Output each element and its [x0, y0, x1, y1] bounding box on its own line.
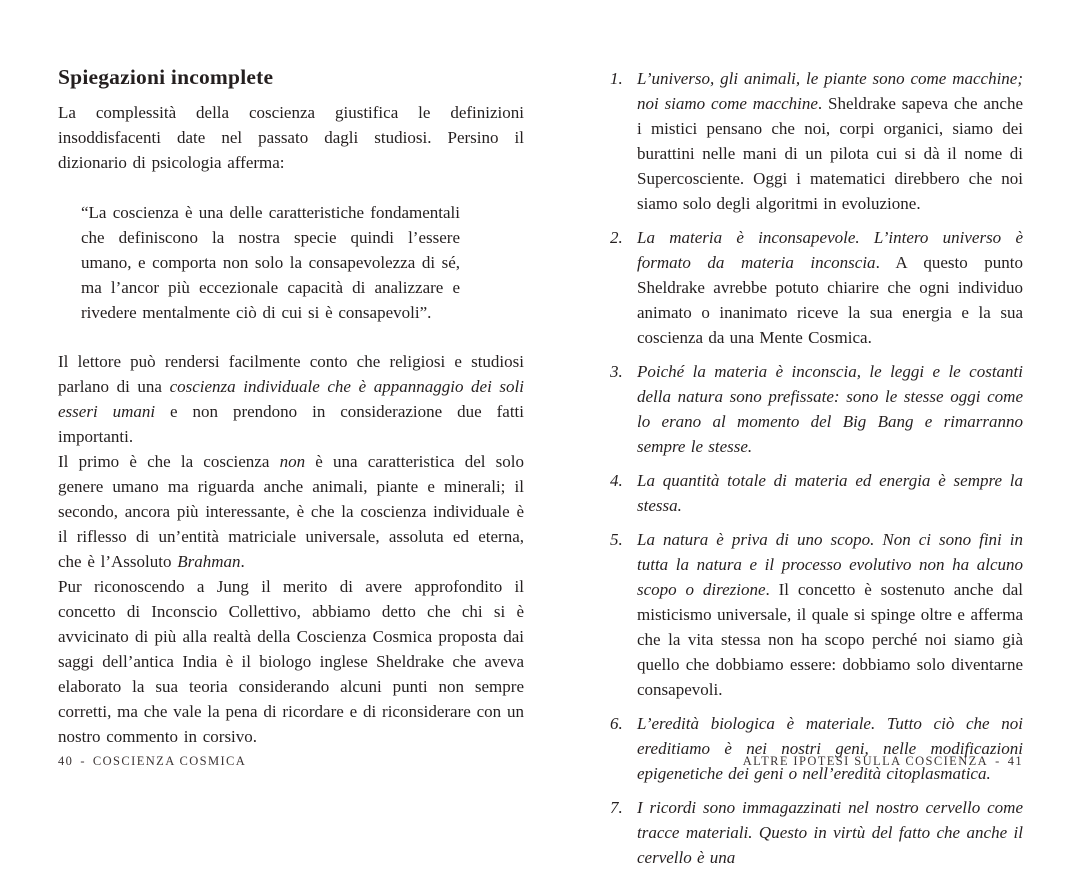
page-right	[610, 66, 1023, 870]
footer-right-separator: -	[995, 754, 1001, 768]
list-item-1-text: L’universo, gli animali, le piante sono come macchine; noi siamo come macchine. Sheldrake sapeva che anche i mistici pensano che noi, corpi organici, siamo dei burattini nelle mani di un pilota cui si dà il nome di Supercosciente. Oggi i matematici direbbero che noi siamo solo degli algoritmi in evoluzione.	[637, 69, 1023, 213]
page-left	[58, 64, 524, 749]
list-item-7-text: I ricordi sono immagazzinati nel nostro cervello come tracce materiali. Questo in virtù del fatto che anche il cervello è una	[637, 798, 1023, 867]
intro-paragraph: La complessità della coscienza giustifica le definizioni insoddisfacenti date nel passato dagli studiosi. Persino il dizionario di psicologia afferma:	[58, 103, 524, 172]
list-item-5-number: 5.	[610, 530, 623, 549]
numbered-list	[610, 66, 1023, 870]
list-item-7-number: 7.	[610, 798, 623, 817]
dictionary-quote: “La coscienza è una delle caratteristiche fondamentali che definiscono la nostra specie quindi l’essere umano, e comporta non solo la consapevolezza di sé, ma l’ancor più eccezionale capacità di analizzare e rivedere mentalmente ciò di cui si è consapevoli”.	[81, 203, 460, 322]
section-heading: Spiegazioni incomplete	[58, 65, 274, 89]
body-paragraph-3: Pur riconoscendo a Jung il merito di avere approfondito il concetto di Inconscio Collettivo, abbiamo detto che chi si è avvicinato di più alla realtà della Coscienza Cosmica proposta dai saggi dell’antica India è il biologo inglese Sheldrake che aveva elaborato la sua teoria considerando alcuni punti non sempre corretti, ma che vale la pena di ricordare e di riconsiderare con un nostro commento in corsivo.	[58, 577, 524, 746]
footer-right-chapter-title: ALTRE IPOTESI SULLA COSCIENZA	[742, 754, 989, 768]
list-item-7	[610, 795, 1023, 870]
list-item-1-number: 1.	[610, 69, 623, 88]
footer-left	[58, 754, 246, 769]
body-paragraph-2: Il primo è che la coscienza non è una caratteristica del solo genere umano ma riguarda anche animali, piante e minerali; il secondo, ancora più interessante, è che la coscienza individuale è il riflesso di un’entità matriciale universale, assoluta ed eterna, che è l’Assoluto Brahman.	[58, 452, 524, 571]
list-item-4-text: La quantità totale di materia ed energia è sempre la stessa.	[637, 471, 1023, 515]
body-paragraph-1: Il lettore può rendersi facilmente conto che religiosi e studiosi parlano di una coscienza individuale che è appannaggio dei soli esseri umani e non prendono in considerazione due fatti importanti.	[58, 352, 524, 446]
list-item-3-text: Poiché la materia è inconscia, le leggi e le costanti della natura sono prefissate: sono le stesse oggi come lo erano al momento del Big Bang e rimarranno sempre le stesse.	[637, 362, 1023, 456]
list-item-5	[610, 527, 1023, 702]
list-item-6	[610, 711, 1023, 786]
footer-left-book-title: COSCIENZA COSMICA	[92, 754, 247, 768]
list-item-2	[610, 225, 1023, 350]
list-item-5-text: La natura è priva di uno scopo. Non ci sono fini in tutta la natura e il processo evolutivo non ha alcuno scopo o direzione. Il concetto è sostenuto anche dal misticismo universale, il quale si spinge oltre e afferma che la vita stessa non ha scopo perché noi siamo già quello che dobbiamo essere: dobbiamo solo diventarne consapevoli.	[637, 530, 1023, 699]
list-item-2-number: 2.	[610, 228, 623, 247]
list-item-4	[610, 468, 1023, 518]
list-item-3	[610, 359, 1023, 459]
footer-right-page-number: 41	[1007, 754, 1023, 768]
footer-left-separator: -	[80, 754, 86, 768]
list-item-2-text: La materia è inconsapevole. L’intero universo è formato da materia inconscia. A questo punto Sheldrake avrebbe potuto chiarire che ogni individuo animato o inanimato riceve la sua energia e la sua coscienza da una Mente Cosmica.	[637, 228, 1023, 347]
list-item-3-number: 3.	[610, 362, 623, 381]
footer-right	[743, 754, 1023, 769]
footer-left-page-number: 40	[58, 754, 74, 768]
list-item-4-number: 4.	[610, 471, 623, 490]
list-item-1	[610, 66, 1023, 216]
list-item-6-text: L’eredità biologica è materiale. Tutto ciò che noi ereditiamo è nei nostri geni, nelle modificazioni epigenetiche dei geni o nell’eredità citoplasmatica.	[637, 714, 1023, 783]
list-item-6-number: 6.	[610, 714, 623, 733]
